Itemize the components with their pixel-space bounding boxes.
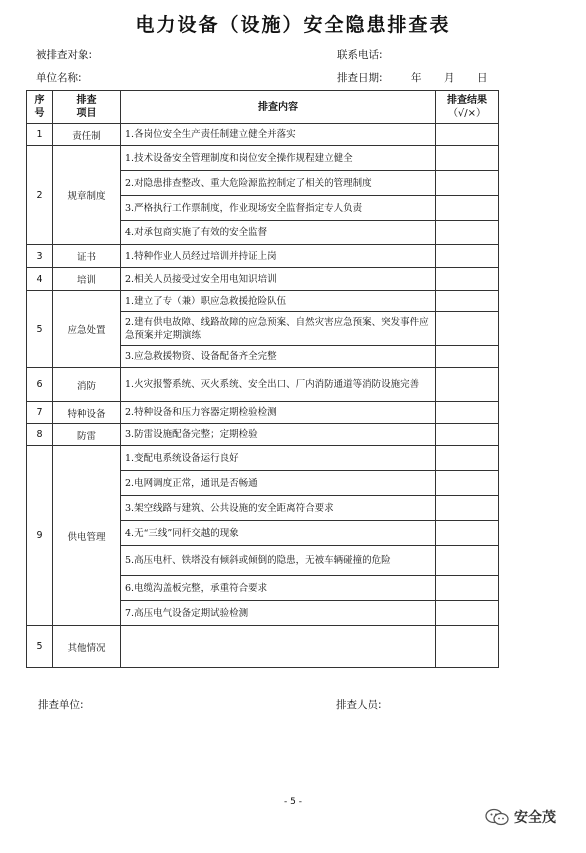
row-item: 其他情况 bbox=[53, 626, 121, 668]
unit-name-label: 单位名称: bbox=[36, 72, 82, 84]
row-number: 5 bbox=[27, 291, 53, 368]
row-number: 4 bbox=[27, 268, 53, 291]
date-year: 年 bbox=[411, 72, 422, 84]
row-content: 3.应急救援物资、设备配备齐全完整 bbox=[121, 346, 436, 368]
col-header-number: 序号 bbox=[27, 91, 53, 124]
row-content: 2.电网调度正常，通讯是否畅通 bbox=[121, 471, 436, 496]
table-header-row bbox=[27, 91, 499, 124]
table-row bbox=[27, 146, 499, 171]
result-cell[interactable] bbox=[436, 124, 499, 146]
result-cell[interactable] bbox=[436, 546, 499, 576]
col-header-item: 排查项目 bbox=[53, 91, 121, 124]
row-number: 2 bbox=[27, 146, 53, 245]
inspected-object-label: 被排查对象: bbox=[36, 49, 93, 61]
table-row bbox=[27, 626, 499, 668]
row-content: 4.对承包商实施了有效的安全监督 bbox=[121, 221, 436, 245]
page-title: 电力设备（设施）安全隐患排查表 bbox=[135, 14, 451, 36]
table-body bbox=[27, 124, 499, 668]
row-item: 证书 bbox=[53, 245, 121, 268]
date-month: 月 bbox=[444, 72, 455, 84]
result-cell[interactable] bbox=[436, 291, 499, 312]
row-item: 防雷 bbox=[53, 424, 121, 446]
table-row bbox=[27, 245, 499, 268]
row-content: 1.建立了专（兼）职应急救援抢险队伍 bbox=[121, 291, 436, 312]
row-number: 1 bbox=[27, 124, 53, 146]
col-header-content: 排查内容 bbox=[121, 91, 436, 124]
col-header-result-sub: （√/×） bbox=[447, 108, 487, 119]
row-content: 2.特种设备和压力容器定期检验检测 bbox=[121, 402, 436, 424]
result-cell[interactable] bbox=[436, 245, 499, 268]
row-content: 1.各岗位安全生产责任制建立健全并落实 bbox=[121, 124, 436, 146]
row-content: 1.技术设备安全管理制度和岗位安全操作规程建立健全 bbox=[121, 146, 436, 171]
table-row bbox=[27, 446, 499, 471]
result-cell[interactable] bbox=[436, 626, 499, 668]
row-content: 4.无“三线”同杆交越的现象 bbox=[121, 521, 436, 546]
phone-label: 联系电话: bbox=[337, 49, 383, 61]
table-row bbox=[27, 124, 499, 146]
table-row bbox=[27, 268, 499, 291]
watermark bbox=[484, 807, 556, 827]
result-cell[interactable] bbox=[436, 368, 499, 402]
col-header-result-title: 排查结果 bbox=[447, 95, 487, 106]
row-item: 应急处置 bbox=[53, 291, 121, 368]
row-content: 5.高压电杆、铁塔没有倾斜或倾倒的隐患，无被车辆碰撞的危险 bbox=[121, 546, 436, 576]
table-row bbox=[27, 291, 499, 312]
row-content: 6.电缆沟盖板完整，承重符合要求 bbox=[121, 576, 436, 601]
date-day: 日 bbox=[477, 72, 488, 84]
table-row bbox=[27, 368, 499, 402]
inspection-table bbox=[26, 90, 499, 668]
result-cell[interactable] bbox=[436, 146, 499, 171]
row-content: 2.建有供电故障、线路故障的应急预案、自然灾害应急预案、突发事件应急预案并定期演练 bbox=[121, 312, 436, 346]
wechat-icon bbox=[484, 807, 510, 827]
row-item: 培训 bbox=[53, 268, 121, 291]
footer-person-label: 排查人员: bbox=[336, 699, 382, 711]
row-item: 消防 bbox=[53, 368, 121, 402]
result-cell[interactable] bbox=[436, 576, 499, 601]
row-content: 7.高压电气设备定期试验检测 bbox=[121, 601, 436, 626]
result-cell[interactable] bbox=[436, 521, 499, 546]
watermark-text: 安全茂 bbox=[514, 810, 556, 826]
row-content: 1.变配电系统设备运行良好 bbox=[121, 446, 436, 471]
row-item: 规章制度 bbox=[53, 146, 121, 245]
row-content bbox=[121, 626, 436, 668]
row-number: 9 bbox=[27, 446, 53, 626]
row-content: 2.相关人员接受过安全用电知识培训 bbox=[121, 268, 436, 291]
result-cell[interactable] bbox=[436, 171, 499, 196]
result-cell[interactable] bbox=[436, 496, 499, 521]
row-content: 1.火灾报警系统、灭火系统、安全出口、厂内消防通道等消防设施完善 bbox=[121, 368, 436, 402]
row-number: 8 bbox=[27, 424, 53, 446]
result-cell[interactable] bbox=[436, 196, 499, 221]
result-cell[interactable] bbox=[436, 312, 499, 346]
col-header-result bbox=[436, 91, 499, 124]
row-content: 3.架空线路与建筑、公共设施的安全距离符合要求 bbox=[121, 496, 436, 521]
result-cell[interactable] bbox=[436, 446, 499, 471]
row-number: 6 bbox=[27, 368, 53, 402]
footer-unit-label: 排查单位: bbox=[38, 699, 84, 711]
result-cell[interactable] bbox=[436, 346, 499, 368]
result-cell[interactable] bbox=[436, 471, 499, 496]
table-row bbox=[27, 424, 499, 446]
row-content: 2.对隐患排查整改、重大危险源监控制定了相关的管理制度 bbox=[121, 171, 436, 196]
row-item: 特种设备 bbox=[53, 402, 121, 424]
row-number: 5 bbox=[27, 626, 53, 668]
row-number: 7 bbox=[27, 402, 53, 424]
result-cell[interactable] bbox=[436, 402, 499, 424]
inspection-date-label: 排查日期: bbox=[337, 72, 383, 84]
row-content: 1.特种作业人员经过培训并持证上岗 bbox=[121, 245, 436, 268]
row-item: 供电管理 bbox=[53, 446, 121, 626]
row-content: 3.防雷设施配备完整；定期检验 bbox=[121, 424, 436, 446]
table-row bbox=[27, 402, 499, 424]
result-cell[interactable] bbox=[436, 221, 499, 245]
result-cell[interactable] bbox=[436, 424, 499, 446]
row-content: 3.严格执行工作票制度，作业现场安全监督指定专人负责 bbox=[121, 196, 436, 221]
result-cell[interactable] bbox=[436, 268, 499, 291]
row-number: 3 bbox=[27, 245, 53, 268]
result-cell[interactable] bbox=[436, 601, 499, 626]
page-number: - 5 - bbox=[284, 797, 302, 807]
row-item: 责任制 bbox=[53, 124, 121, 146]
